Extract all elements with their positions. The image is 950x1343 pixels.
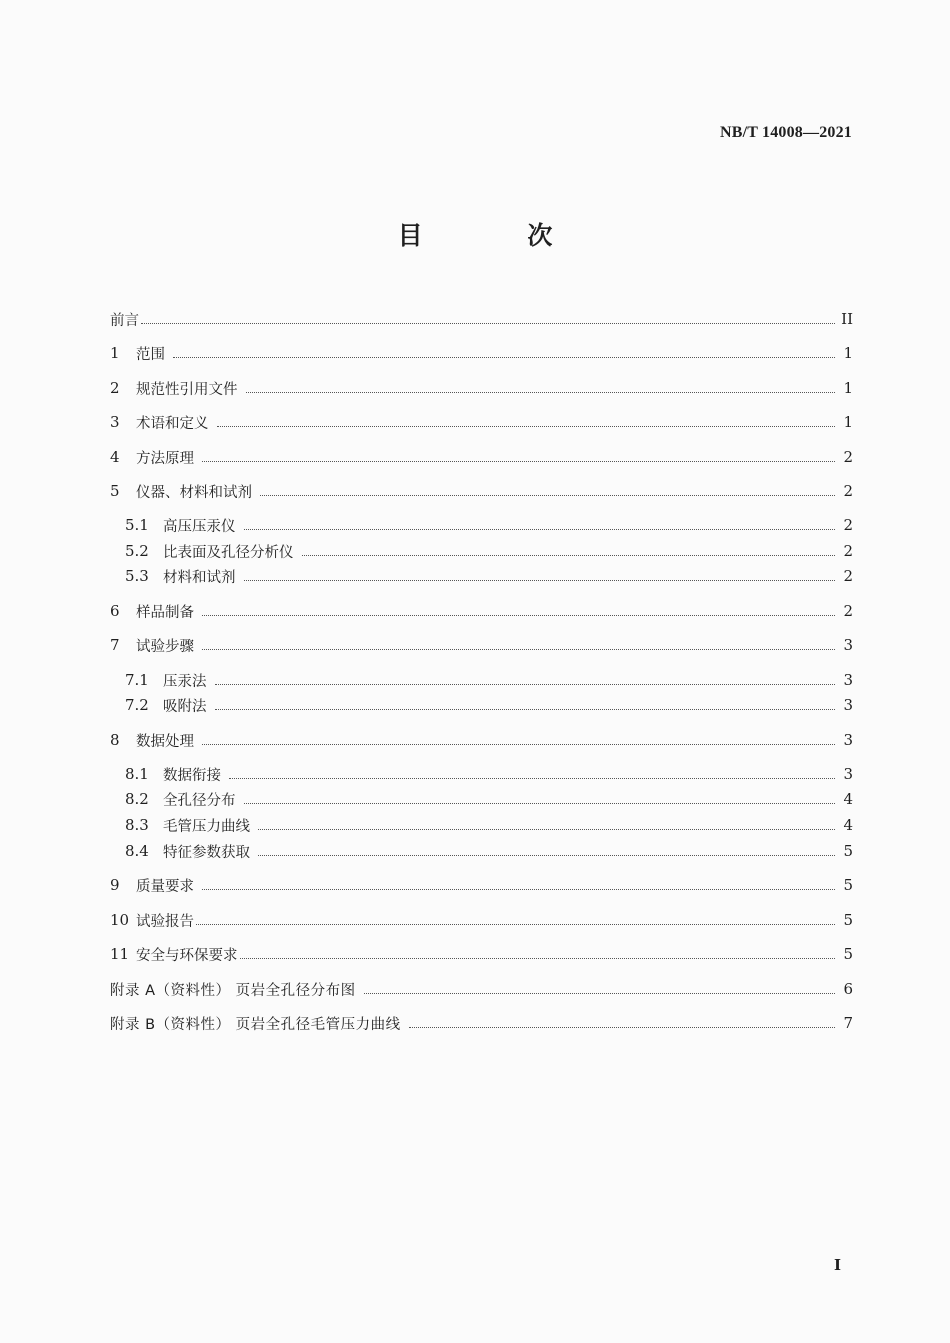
toc-entry-number: 7.2 (125, 696, 149, 714)
toc-entry-label: 术语和定义 (136, 415, 209, 432)
toc-entry-label: 规范性引用文件 (136, 381, 238, 398)
toc-entry[interactable] (110, 874, 853, 896)
dot-leader (409, 1027, 835, 1028)
toc-entry-page: 1 (843, 413, 853, 431)
toc-entry[interactable] (110, 1012, 853, 1034)
toc-entry[interactable] (110, 411, 853, 433)
toc-entry[interactable] (110, 634, 853, 656)
toc-entry[interactable] (110, 308, 853, 330)
toc-entry-page: 3 (843, 671, 853, 689)
toc-entry-page: 4 (843, 816, 853, 834)
toc-entry-number: 9 (110, 876, 120, 894)
toc-entry-page: 2 (843, 482, 853, 500)
toc-entry-label: 范围 (136, 346, 165, 363)
dot-leader (364, 993, 835, 994)
toc-entry[interactable] (125, 763, 853, 785)
toc-entry-page: 2 (843, 567, 853, 585)
toc-entry[interactable] (110, 342, 853, 364)
toc-entry-page: 5 (843, 945, 853, 963)
toc-entry-page: 7 (843, 1014, 853, 1032)
toc-entry-number: 8.4 (125, 842, 149, 860)
toc-entry-number: 5 (110, 482, 120, 500)
toc-entry-label: 安全与环保要求 (136, 947, 238, 964)
dot-leader (202, 889, 835, 890)
toc-entry-number: 8 (110, 731, 120, 749)
toc-entry-page: 6 (843, 980, 853, 998)
toc-entry-page: 2 (843, 516, 853, 534)
dot-leader (244, 529, 836, 530)
toc-entry[interactable] (125, 669, 853, 691)
page-title: 目 次 (397, 221, 601, 250)
dot-leader (215, 709, 836, 710)
toc-entry-label: 试验报告 (136, 913, 194, 930)
toc-entry-number: 7 (110, 636, 120, 654)
toc-entry-label: 前言 (110, 312, 139, 329)
toc-entry-label: 方法原理 (136, 450, 194, 467)
toc-entry-page: 5 (843, 876, 853, 894)
toc-entry-number: 6 (110, 602, 120, 620)
toc-entry-page: 1 (843, 344, 853, 362)
dot-leader (217, 426, 836, 427)
toc-entry-label: 特征参数获取 (163, 844, 250, 861)
toc-entry-number: 5.3 (125, 567, 149, 585)
toc-entry[interactable] (110, 729, 853, 751)
toc-entry-number: 8.3 (125, 816, 149, 834)
toc-entry-label: 高压压汞仪 (163, 518, 236, 535)
toc-entry-page: 3 (843, 731, 853, 749)
toc-entry-label: 全孔径分布 (163, 792, 236, 809)
toc-entry-page: 3 (843, 765, 853, 783)
toc-entry-number: 8.1 (125, 765, 149, 783)
dot-leader (244, 803, 836, 804)
toc-entry-page: 3 (843, 696, 853, 714)
dot-leader (173, 357, 835, 358)
dot-leader (202, 461, 835, 462)
toc-entry[interactable] (125, 565, 853, 587)
standard-number: NB/T 14008—2021 (719, 124, 852, 141)
toc-entry[interactable] (110, 446, 853, 468)
dot-leader (246, 392, 836, 393)
toc-entry-label: 数据衔接 (163, 767, 221, 784)
toc-entry[interactable] (110, 480, 853, 502)
dot-leader (258, 829, 835, 830)
toc-entry[interactable] (125, 840, 853, 862)
toc-entry-label: 数据处理 (136, 733, 194, 750)
toc-entry-number: 7.1 (125, 671, 149, 689)
dot-leader (244, 580, 836, 581)
toc-entry[interactable] (125, 814, 853, 836)
toc-entry-number: 5.1 (125, 516, 149, 534)
toc-entry-label: 仪器、材料和试剂 (136, 484, 252, 501)
toc-entry-page: 3 (843, 636, 853, 654)
toc-entry-label: 质量要求 (136, 878, 194, 895)
toc-entry-number: 8.2 (125, 790, 149, 808)
toc-entry[interactable] (110, 943, 853, 965)
toc-entry-label: 试验步骤 (136, 638, 194, 655)
toc-entry-label: 毛管压力曲线 (163, 818, 250, 835)
toc-entry[interactable] (125, 694, 853, 716)
dot-leader (260, 495, 835, 496)
toc-entry-page: 2 (843, 448, 853, 466)
toc-entry-number: 1 (110, 344, 120, 362)
dot-leader (240, 958, 836, 959)
toc-entry-label: 压汞法 (163, 673, 207, 690)
toc-entry[interactable] (110, 978, 853, 1000)
toc-entry-number: 4 (110, 448, 120, 466)
toc-entry[interactable] (110, 909, 853, 931)
toc-entry-label: 材料和试剂 (163, 569, 236, 586)
dot-leader (215, 684, 836, 685)
toc-entry-page: 4 (843, 790, 853, 808)
toc-entry[interactable] (125, 788, 853, 810)
toc-entry-label: 吸附法 (163, 698, 207, 715)
toc-entry-number: 5.2 (125, 542, 149, 560)
toc-entry-page: 5 (843, 842, 853, 860)
toc-entry-page: 2 (843, 602, 853, 620)
toc-entry-label: 样品制备 (136, 604, 194, 621)
toc-entry[interactable] (110, 377, 853, 399)
toc-entry[interactable] (125, 514, 853, 536)
toc-entry-label: 比表面及孔径分析仪 (163, 544, 294, 561)
toc-entry-number: 3 (110, 413, 120, 431)
toc-entry-label: 附录 A（资料性） 页岩全孔径分布图 (110, 982, 356, 999)
dot-leader (229, 778, 835, 779)
dot-leader (258, 855, 835, 856)
dot-leader (196, 924, 835, 925)
toc-entry-number: 2 (110, 379, 120, 397)
dot-leader (202, 615, 835, 616)
toc-entry-label: 附录 B（资料性） 页岩全孔径毛管压力曲线 (110, 1016, 401, 1033)
toc-entry-number: 11 (110, 945, 130, 963)
toc-entry[interactable] (110, 600, 853, 622)
toc-entry-page: 5 (843, 911, 853, 929)
toc-entry-number: 10 (110, 911, 130, 929)
dot-leader (302, 555, 836, 556)
toc-entry-page: II (841, 310, 853, 328)
toc-entry-page: 1 (843, 379, 853, 397)
dot-leader (202, 744, 835, 745)
page-number: I (834, 1256, 842, 1274)
dot-leader (202, 649, 835, 650)
toc-entry[interactable] (125, 540, 853, 562)
dot-leader (141, 323, 835, 324)
toc-entry-page: 2 (843, 542, 853, 560)
